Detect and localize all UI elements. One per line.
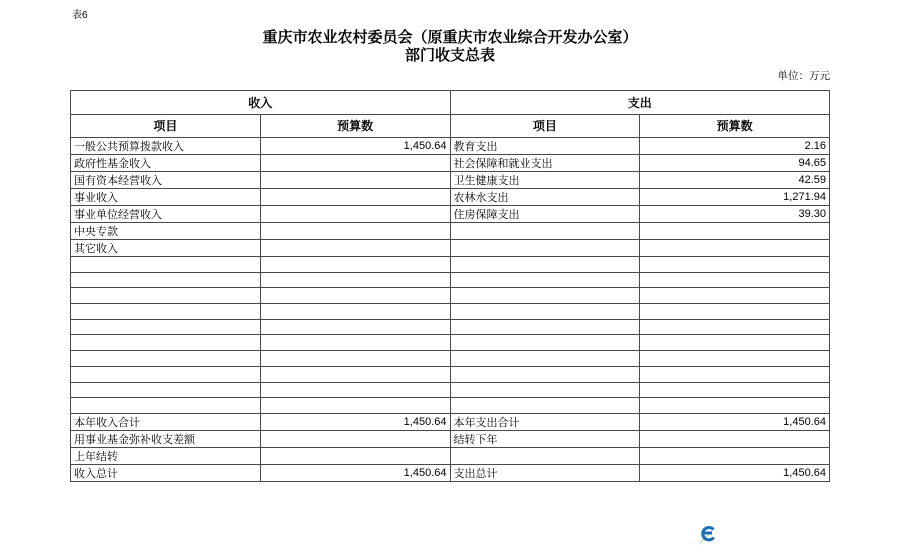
table-row bbox=[71, 240, 830, 257]
table-row bbox=[71, 319, 830, 335]
table-row bbox=[71, 464, 830, 481]
income-item-cell bbox=[71, 398, 261, 414]
income-item-cell: 一般公共预算拨款收入 bbox=[71, 138, 261, 155]
title-line-2: 部门收支总表 bbox=[404, 47, 495, 64]
table-row bbox=[71, 382, 830, 398]
income-value-cell bbox=[260, 382, 450, 398]
table-row bbox=[71, 206, 830, 223]
expense-value-cell bbox=[640, 272, 830, 288]
expense-item-cell bbox=[450, 447, 640, 464]
income-item-cell bbox=[71, 351, 261, 367]
expense-value-cell bbox=[640, 240, 830, 257]
table-row bbox=[71, 288, 830, 304]
expense-item-cell: 农林水支出 bbox=[450, 189, 640, 206]
expense-item-cell bbox=[450, 382, 640, 398]
income-value-cell: 1,450.64 bbox=[260, 138, 450, 155]
income-item-cell: 事业单位经营收入 bbox=[71, 206, 261, 223]
income-item-cell: 上年结转 bbox=[71, 447, 261, 464]
income-item-cell bbox=[71, 304, 261, 320]
income-item-cell: 其它收入 bbox=[71, 240, 261, 257]
table-row bbox=[71, 304, 830, 320]
expense-budget-column-header: 预算数 bbox=[640, 114, 830, 138]
income-value-cell bbox=[260, 240, 450, 257]
expense-item-cell bbox=[450, 240, 640, 257]
expense-value-cell: 94.65 bbox=[640, 155, 830, 172]
income-item-cell bbox=[71, 272, 261, 288]
income-value-cell bbox=[260, 304, 450, 320]
expense-item-cell: 本年支出合计 bbox=[450, 413, 640, 430]
income-value-cell bbox=[260, 272, 450, 288]
expense-item-column-header: 项目 bbox=[450, 114, 640, 138]
expense-section-header: 支出 bbox=[450, 91, 830, 115]
income-value-cell bbox=[260, 366, 450, 382]
income-value-cell bbox=[260, 351, 450, 367]
expense-value-cell bbox=[640, 366, 830, 382]
expense-value-cell bbox=[640, 335, 830, 351]
expense-value-cell bbox=[640, 319, 830, 335]
expense-item-cell bbox=[450, 351, 640, 367]
expense-item-cell bbox=[450, 398, 640, 414]
expense-value-cell bbox=[640, 257, 830, 273]
income-item-cell bbox=[71, 366, 261, 382]
expense-item-cell bbox=[450, 319, 640, 335]
table-row bbox=[71, 155, 830, 172]
expense-value-cell bbox=[640, 398, 830, 414]
income-item-cell: 本年收入合计 bbox=[71, 413, 261, 430]
logo-crescent-shape bbox=[703, 527, 714, 539]
income-item-cell: 中央专款 bbox=[71, 223, 261, 240]
table-row bbox=[71, 272, 830, 288]
income-item-cell bbox=[71, 382, 261, 398]
expense-value-cell: 42.59 bbox=[640, 172, 830, 189]
table-row bbox=[71, 413, 830, 430]
table-row bbox=[71, 351, 830, 367]
income-item-cell: 事业收入 bbox=[71, 189, 261, 206]
income-value-cell bbox=[260, 189, 450, 206]
table-row bbox=[71, 257, 830, 273]
expense-item-cell bbox=[450, 223, 640, 240]
expense-item-cell: 支出总计 bbox=[450, 464, 640, 481]
income-value-cell bbox=[260, 319, 450, 335]
income-item-cell: 收入总计 bbox=[71, 464, 261, 481]
expense-value-cell: 1,450.64 bbox=[640, 413, 830, 430]
expense-value-cell bbox=[640, 382, 830, 398]
income-budget-column-header: 预算数 bbox=[260, 114, 450, 138]
expense-item-cell bbox=[450, 257, 640, 273]
income-value-cell bbox=[260, 172, 450, 189]
eco-document-logo-icon bbox=[698, 522, 718, 547]
table-row bbox=[71, 138, 830, 155]
income-value-cell bbox=[260, 335, 450, 351]
expense-value-cell bbox=[640, 447, 830, 464]
unit-label: 单位：万元 bbox=[777, 70, 830, 82]
income-item-cell bbox=[71, 319, 261, 335]
income-value-cell bbox=[260, 206, 450, 223]
table-row bbox=[71, 430, 830, 447]
section-header-row bbox=[71, 91, 830, 115]
column-header-row bbox=[71, 114, 830, 138]
expense-item-cell: 社会保障和就业支出 bbox=[450, 155, 640, 172]
table-row bbox=[71, 189, 830, 206]
expense-item-cell bbox=[450, 304, 640, 320]
income-value-cell bbox=[260, 288, 450, 304]
expense-item-cell bbox=[450, 366, 640, 382]
table-row bbox=[71, 366, 830, 382]
income-value-cell bbox=[260, 257, 450, 273]
income-value-cell bbox=[260, 430, 450, 447]
income-item-column-header: 项目 bbox=[71, 114, 261, 138]
expense-item-cell: 结转下年 bbox=[450, 430, 640, 447]
table-body bbox=[71, 138, 830, 482]
income-value-cell bbox=[260, 223, 450, 240]
table-row bbox=[71, 223, 830, 240]
expense-item-cell bbox=[450, 335, 640, 351]
income-item-cell: 国有资本经营收入 bbox=[71, 172, 261, 189]
expense-value-cell bbox=[640, 288, 830, 304]
income-item-cell bbox=[71, 257, 261, 273]
income-value-cell bbox=[260, 155, 450, 172]
expense-value-cell bbox=[640, 351, 830, 367]
table-number-label: 表6 bbox=[72, 10, 88, 21]
budget-summary-table bbox=[70, 90, 830, 482]
income-value-cell: 1,450.64 bbox=[260, 464, 450, 481]
income-section-header: 收入 bbox=[71, 91, 451, 115]
expense-item-cell bbox=[450, 288, 640, 304]
table-row bbox=[71, 172, 830, 189]
expense-value-cell bbox=[640, 223, 830, 240]
table-row bbox=[71, 398, 830, 414]
income-item-cell bbox=[71, 335, 261, 351]
expense-item-cell: 卫生健康支出 bbox=[450, 172, 640, 189]
income-item-cell: 用事业基金弥补收支差额 bbox=[71, 430, 261, 447]
expense-value-cell: 1,450.64 bbox=[640, 464, 830, 481]
expense-value-cell bbox=[640, 430, 830, 447]
income-value-cell bbox=[260, 447, 450, 464]
table-header bbox=[71, 91, 830, 138]
expense-value-cell bbox=[640, 304, 830, 320]
income-item-cell: 政府性基金收入 bbox=[71, 155, 261, 172]
expense-value-cell: 2.16 bbox=[640, 138, 830, 155]
income-value-cell: 1,450.64 bbox=[260, 413, 450, 430]
title-line-1: 重庆市农业农村委员会（原重庆市农业综合开发办公室） bbox=[262, 29, 638, 46]
expense-item-cell: 住房保障支出 bbox=[450, 206, 640, 223]
income-item-cell bbox=[71, 288, 261, 304]
table-row bbox=[71, 335, 830, 351]
expense-item-cell: 教育支出 bbox=[450, 138, 640, 155]
expense-value-cell: 1,271.94 bbox=[640, 189, 830, 206]
document-title bbox=[0, 29, 900, 65]
expense-value-cell: 39.30 bbox=[640, 206, 830, 223]
income-value-cell bbox=[260, 398, 450, 414]
expense-item-cell bbox=[450, 272, 640, 288]
table-row bbox=[71, 447, 830, 464]
